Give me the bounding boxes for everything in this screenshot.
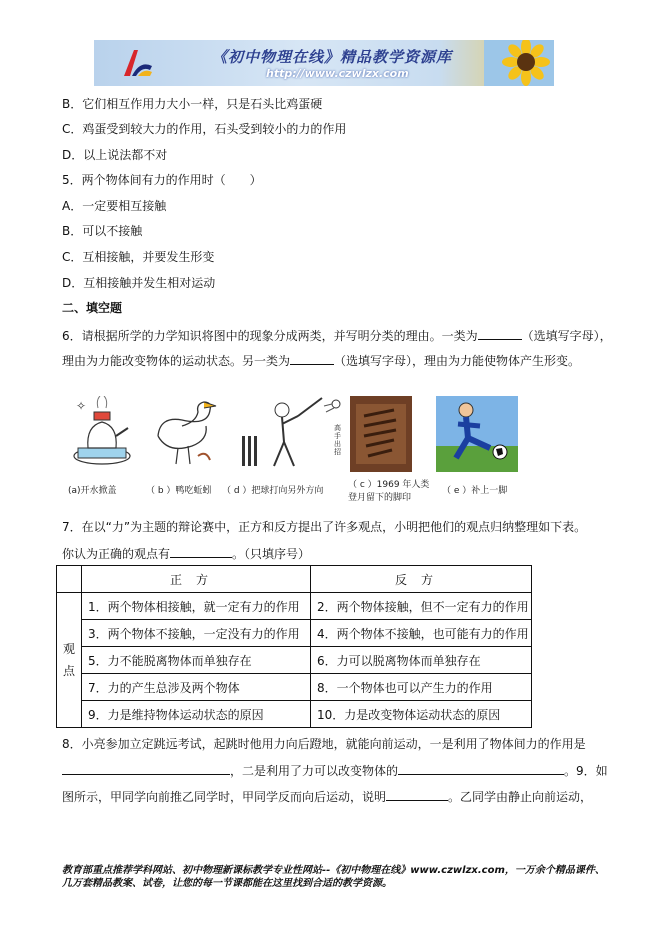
header-banner [94,40,554,86]
q6-blank-1[interactable] [478,327,522,340]
moon-footprint-figure [350,396,412,472]
table-header-row [57,566,532,593]
q8-line-1: 8．小亮参加立定跳远考试，起跳时他用力向后蹬地，就能向前运动，一是利用了物体间力的作用是 [62,737,586,751]
q7-text-2: 。（只填序号） [232,547,311,561]
banner-title: 《初中物理在线》精品教学资源库 [212,48,453,66]
footer-line-1: 教育部重点推荐学科网站、初中物理新课标教学专业性网站--《初中物理在线》www.czwlzx.com，一万余个精品课件、 [62,865,605,876]
q8-blank-2[interactable] [398,762,564,775]
opinions-table [56,565,532,728]
q4-option-b: B．它们相互作用力大小一样，只是石头比鸡蛋硬 [62,97,323,111]
table-cell-pro: 1．两个物体相接触，就一定有力的作用 [82,593,311,620]
site-logo-icon [120,46,154,80]
banner-url: http://www.czwlzx.com [266,67,409,80]
q7-blank[interactable] [170,545,232,558]
q6-text-1: 6．请根据所学的力学知识将图中的现象分成两类，并写明分类的理由。一类为 [62,329,478,343]
q6-text-3: 理由为力能改变物体的运动状态。另一类为 [62,354,291,368]
q9-line [62,788,592,805]
q4-option-c: C．鸡蛋受到较大力的作用，石头受到较小的力的作用 [62,122,347,136]
table-cell-pro: 9．力是维持物体运动状态的原因 [82,701,311,728]
table-cell-pro: 3．两个物体不接触，一定没有力的作用 [82,620,311,647]
q6-text-2: （选填写字母）， [521,329,612,343]
q4-option-d: D．以上说法都不对 [62,148,168,162]
boiling-kettle-figure [70,396,134,470]
q5-option-b: B．可以不接触 [62,224,143,238]
q9-text-1: 图所示，甲同学向前推乙同学时，甲同学反而向后运动，说明 [62,790,387,804]
row-header-side [57,593,82,728]
table-cell-con: 10．力是改变物体运动状态的原因 [311,701,532,728]
q9-text-2: 。乙同学由静止向前运动， [448,790,593,804]
duck-worm-figure [148,396,218,470]
table-cell-con: 4．两个物体不接触，也可能有力的作用 [311,620,532,647]
table-cell-con: 2．两个物体接触，但不一定有力的作用 [311,593,532,620]
section-fill-in-heading: 二、填空题 [62,301,123,315]
svg-text:✧: ✧ [76,399,87,413]
sunflower-icon [484,40,554,86]
fig-side-text: 高手出招 [334,424,341,456]
fig-caption-e: （ e ）补上一脚 [442,486,508,496]
q8-line-2 [62,762,608,779]
q5-option-d: D．互相接触并发生相对运动 [62,276,216,290]
fig-caption-b: （ b ）鸭吃蚯蚓 [146,486,212,496]
table-cell-pro: 5．力不能脱离物体而单独存在 [82,647,311,674]
q8-blank-1[interactable] [62,762,230,775]
table-row [57,620,532,647]
fig-caption-a: (a)开水掀盖 [68,486,117,496]
side-label: 观点 [63,642,76,678]
table-row [57,674,532,701]
q6-blank-2[interactable] [290,352,334,365]
q9-blank[interactable] [386,788,448,801]
q6-figures [68,396,528,506]
col-header-con: 反方 [311,566,532,593]
q6-line-1 [62,327,612,344]
q6-text-4: （选填写字母），理由为力能使物体产生形变。 [334,354,581,368]
q7-text-1: 你认为正确的观点有 [62,547,171,561]
q7-line-1: 7．在以“力”为主题的辩论赛中，正方和反方提出了许多观点，小明把他们的观点归纳整理如下表。 [62,520,587,534]
fig-caption-c-line-1: （ c ）1969 年人类 [348,480,430,490]
page-footer [62,864,605,890]
table-cell-con: 6．力可以脱离物体而单独存在 [311,647,532,674]
table-corner-cell [57,566,82,593]
table-row [57,701,532,728]
soccer-kick-figure [436,396,518,472]
table-cell-con: 8．一个物体也可以产生力的作用 [311,674,532,701]
fig-caption-c-line-2: 登月留下的脚印 [348,493,412,503]
q5-option-a: A．一定要相互接触 [62,199,167,213]
col-header-pro: 正方 [82,566,311,593]
table-cell-pro: 7．力的产生总涉及两个物体 [82,674,311,701]
fig-caption-d: （ d ）把球打向另外方向 [222,486,324,496]
q6-line-2 [62,352,580,369]
q5-option-c: C．互相接触，并要发生形变 [62,250,215,264]
table-row [57,647,532,674]
footer-line-2: 几万套精品教案、试卷，让您的每一节课都能在这里找到合适的教学资源。 [62,878,392,889]
table-row [57,593,532,620]
q7-line-2 [62,545,310,562]
q8-text-2: ，二是利用了力可以改变物体的 [230,764,399,778]
baseball-batter-figure [238,396,348,470]
q5-stem: 5．两个物体间有力的作用时（ ） [62,173,262,187]
q8-text-3: 。9．如 [564,764,608,778]
